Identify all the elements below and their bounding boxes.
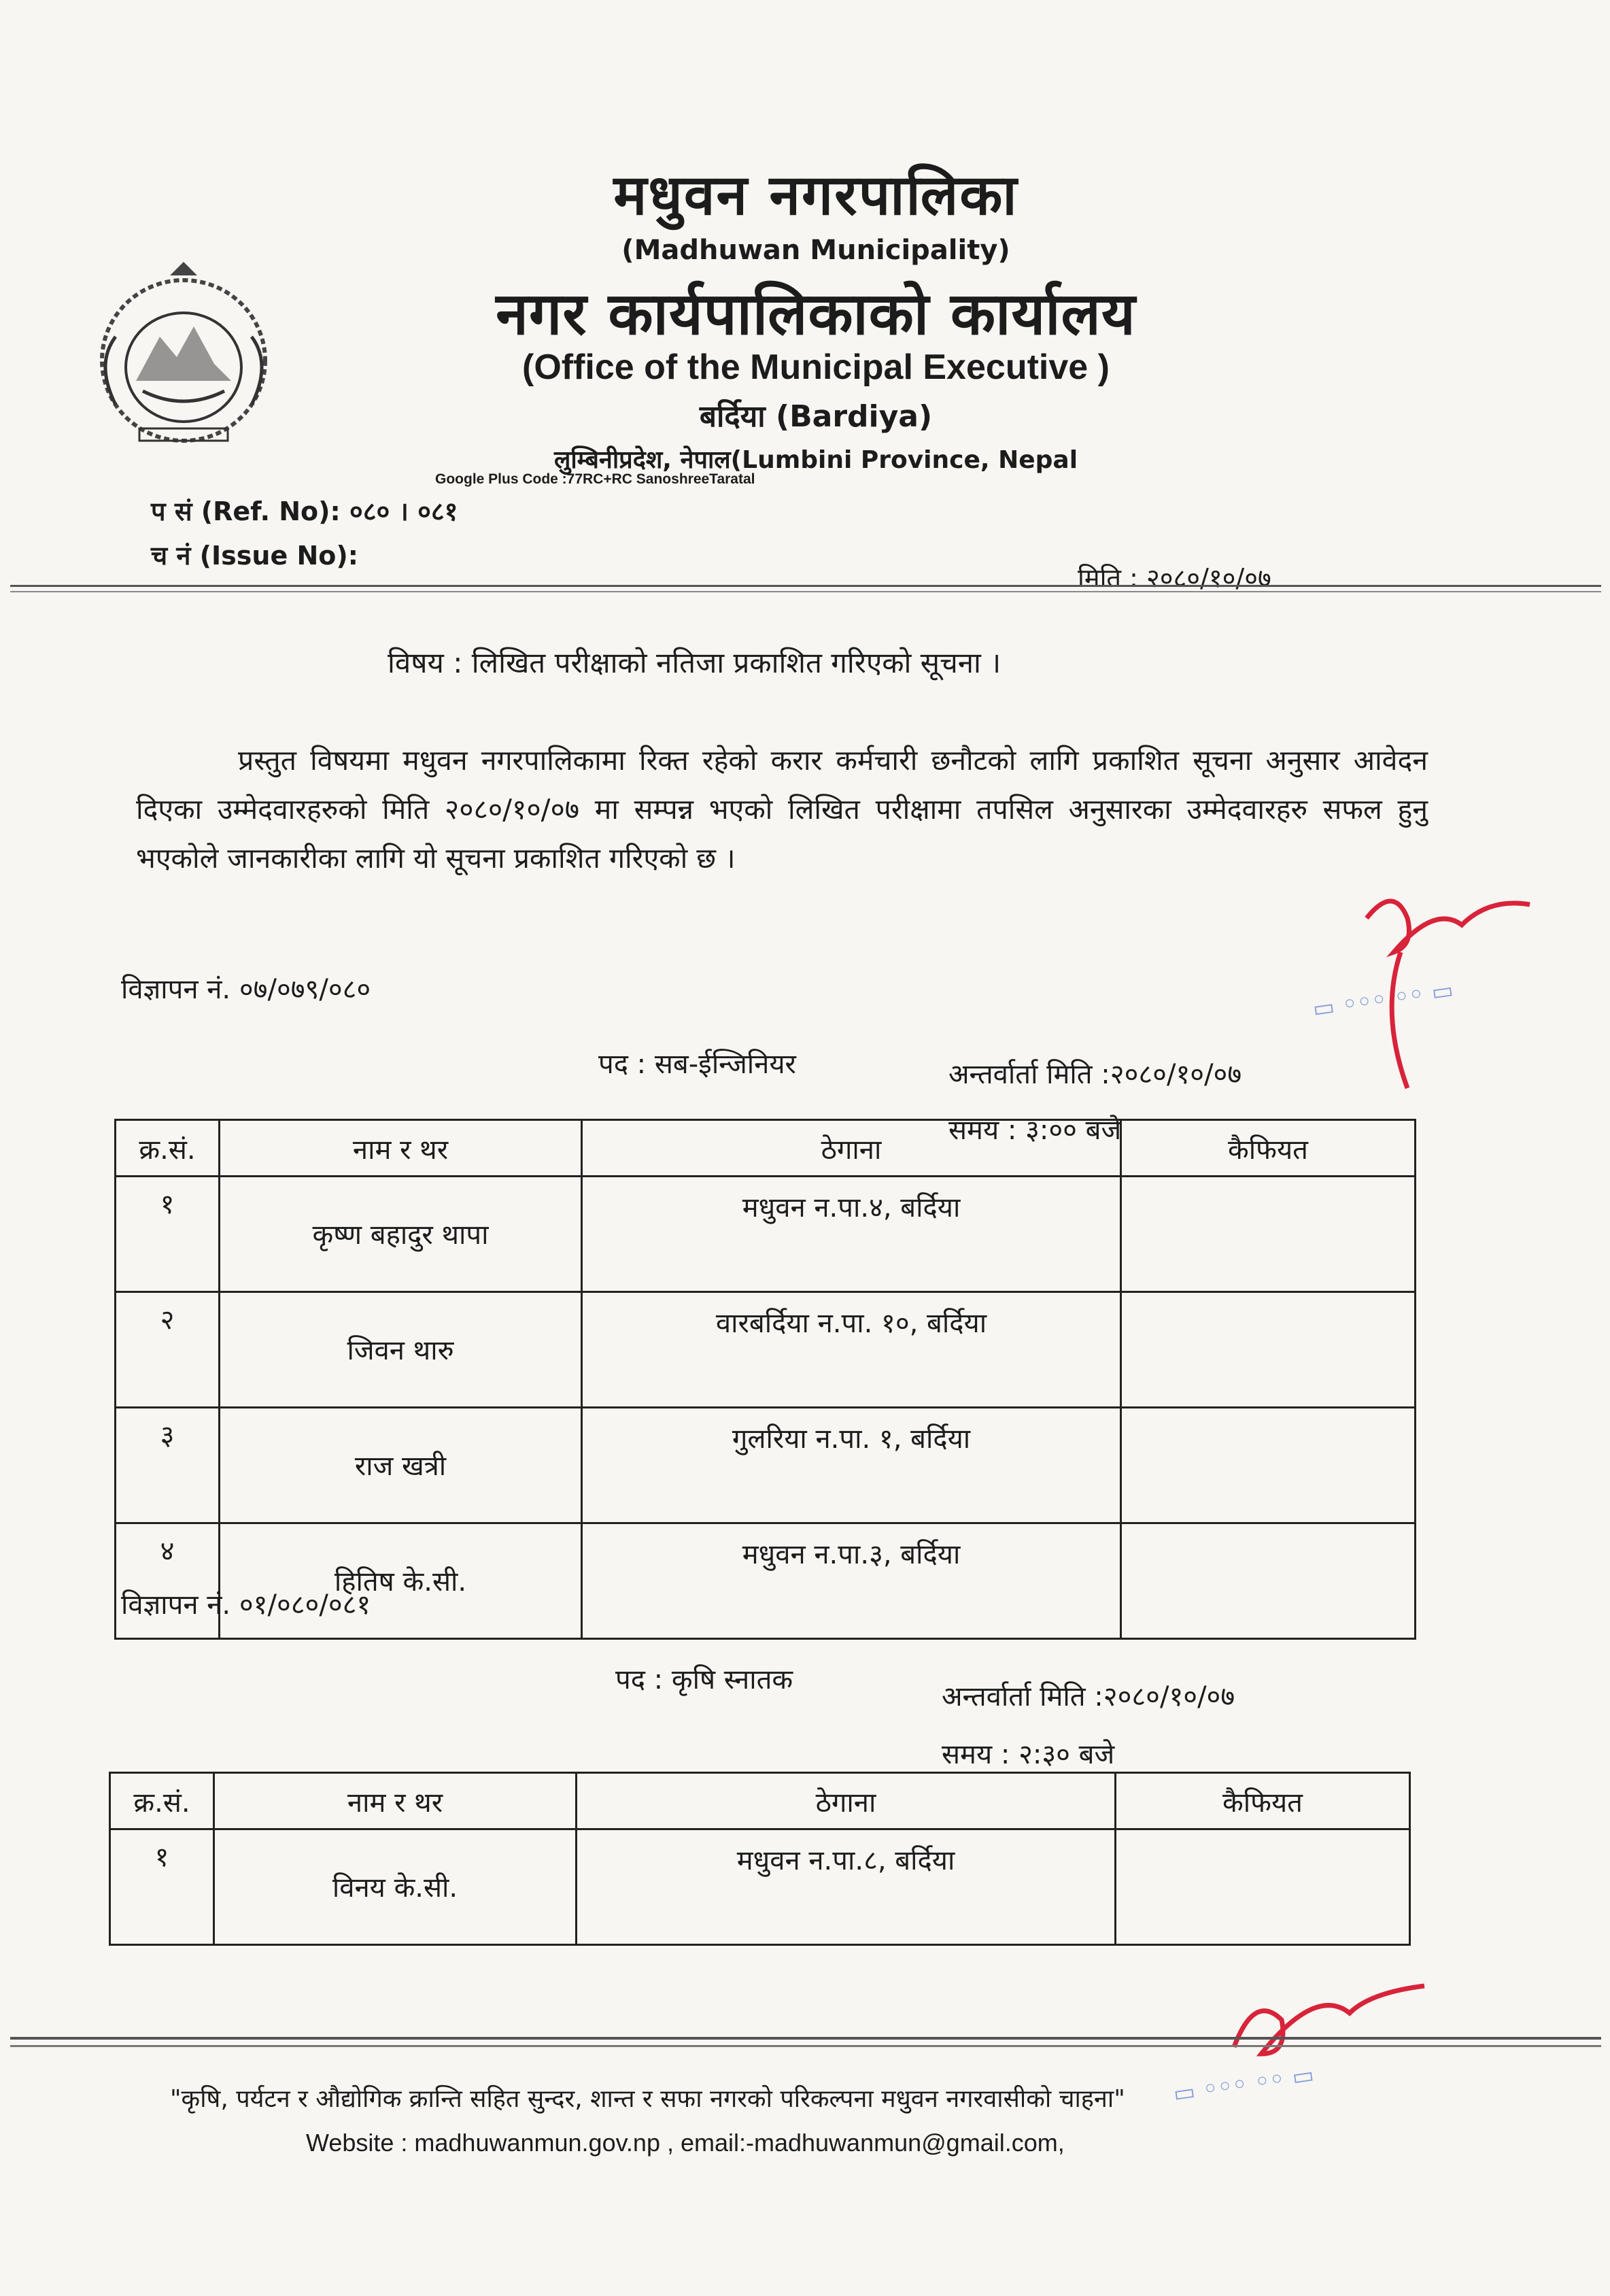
cell-name: कृष्ण बहादुर थापा: [220, 1177, 582, 1292]
cell-address: वारबर्दिया न.पा. १०, बर्दिया: [582, 1292, 1121, 1408]
header-divider: [10, 585, 1601, 592]
table-row: [116, 1292, 1416, 1408]
cell-name: जिवन थारु: [220, 1292, 582, 1408]
header-address: ठेगाना: [582, 1120, 1121, 1177]
table-row: [116, 1177, 1416, 1292]
issue-number: च नं (Issue No):: [151, 541, 358, 571]
table-header-row: [110, 1773, 1410, 1829]
post-title: पद : सब-ईन्जिनियर: [598, 1049, 796, 1080]
table-header-row: [116, 1120, 1416, 1177]
province: लुम्बिनीप्रदेश, नेपाल(Lumbini Province, Nepal: [553, 446, 1078, 474]
post-title: पद : कृषि स्नातक: [615, 1664, 793, 1695]
footer-website: Website : madhuwanmun.gov.np , email:-madhuwanmun@gmail.com,: [306, 2129, 1065, 2157]
office-title-en: (Office of the Municipal Executive ): [522, 348, 1110, 387]
cell-address: मधुवन न.पा.४, बर्दिया: [582, 1177, 1121, 1292]
interview-time: समय : ३:०० बजे: [948, 1115, 1122, 1146]
footer-motto: "कृषि, पर्यटन र औद्योगिक क्रान्ति सहित सुन्दर, शान्त र सफा नगरको परिकल्पना मधुवन नगरवासीको चाहना": [170, 2085, 1125, 2113]
cell-sn: २: [116, 1292, 220, 1408]
table-row: [116, 1408, 1416, 1523]
interview-date: अन्तर्वार्ता मिति :२०८०/१०/०७: [948, 1059, 1242, 1090]
interview-time: समय : २:३० बजे: [942, 1739, 1115, 1770]
header-address: ठेगाना: [577, 1773, 1116, 1829]
letter-date: मिति : २०८०/१०/०७: [1078, 563, 1271, 593]
office-title: नगर कार्यपालिकाको कार्यालय: [496, 280, 1136, 348]
advertisement-number: विज्ञापन नं. ०७/०७९/०८०: [121, 974, 371, 1005]
cell-name: विनय के.सी.: [214, 1829, 577, 1945]
header-sn: क्र.सं.: [110, 1773, 214, 1829]
header-remarks: कैफियत: [1121, 1120, 1416, 1177]
cell-sn: ३: [116, 1408, 220, 1523]
cell-remarks: [1121, 1292, 1416, 1408]
footer-divider: [10, 2037, 1601, 2047]
nepal-emblem-icon: [75, 255, 296, 459]
municipality-title-en: (Madhuwan Municipality): [621, 235, 1010, 266]
cell-remarks: [1121, 1408, 1416, 1523]
official-stamp-icon: ▭ ◦◦◦ ◦◦ ▭: [1311, 976, 1456, 1024]
cell-name: हितिष के.सी.: [220, 1523, 582, 1639]
signature-icon: [1220, 1972, 1438, 2081]
header-name: नाम र थर: [220, 1120, 582, 1177]
cell-remarks: [1121, 1523, 1416, 1639]
cell-remarks: [1121, 1177, 1416, 1292]
results-table: [109, 1772, 1411, 1946]
cell-address: मधुवन न.पा.३, बर्दिया: [582, 1523, 1121, 1639]
table-row: [110, 1829, 1410, 1945]
municipality-title: मधुवन नगरपालिका: [613, 163, 1018, 228]
cell-sn: १: [116, 1177, 220, 1292]
header-remarks: कैफियत: [1116, 1773, 1410, 1829]
advertisement-number: विज्ञापन नं. ०१/०८०/०८१: [121, 1589, 371, 1621]
cell-address: गुलरिया न.पा. १, बर्दिया: [582, 1408, 1121, 1523]
body-paragraph: प्रस्तुत विषयमा मधुवन नगरपालिकामा रिक्त रहेको करार कर्मचारी छनौटको लागि प्रकाशित सूचना अनुसार आवेदन दिएका उम्मेदवारहरुको मिति २०८०/१०/०७ मा सम्पन्न भएको लिखित परीक्षामा तपसिल अनुसारका उम्मेदवारहरु सफल हुनु भएकोले जानकारीका लागि यो सूचना प्रकाशित गरिएको छ ।: [136, 744, 1428, 875]
interview-date: अन्तर्वार्ता मिति :२०८०/१०/०७: [942, 1681, 1235, 1712]
cell-remarks: [1116, 1829, 1410, 1945]
header-name: नाम र थर: [214, 1773, 577, 1829]
header-sn: क्र.सं.: [116, 1120, 220, 1177]
official-stamp-icon: ▭ ◦◦◦ ◦◦ ▭: [1171, 2061, 1316, 2108]
district: बर्दिया (Bardiya): [699, 399, 933, 434]
cell-sn: ४: [116, 1523, 220, 1639]
cell-sn: १: [110, 1829, 214, 1945]
cell-address: मधुवन न.पा.८, बर्दिया: [577, 1829, 1116, 1945]
ref-number: प सं (Ref. No): ०८० । ०८१: [151, 496, 458, 526]
plus-code: Google Plus Code :77RC+RC SanoshreeTaratal: [435, 471, 755, 487]
results-table: [114, 1119, 1416, 1640]
cell-name: राज खत्री: [220, 1408, 582, 1523]
subject-line: विषय : लिखित परीक्षाको नतिजा प्रकाशित गरिएको सूचना ।: [388, 646, 1001, 679]
